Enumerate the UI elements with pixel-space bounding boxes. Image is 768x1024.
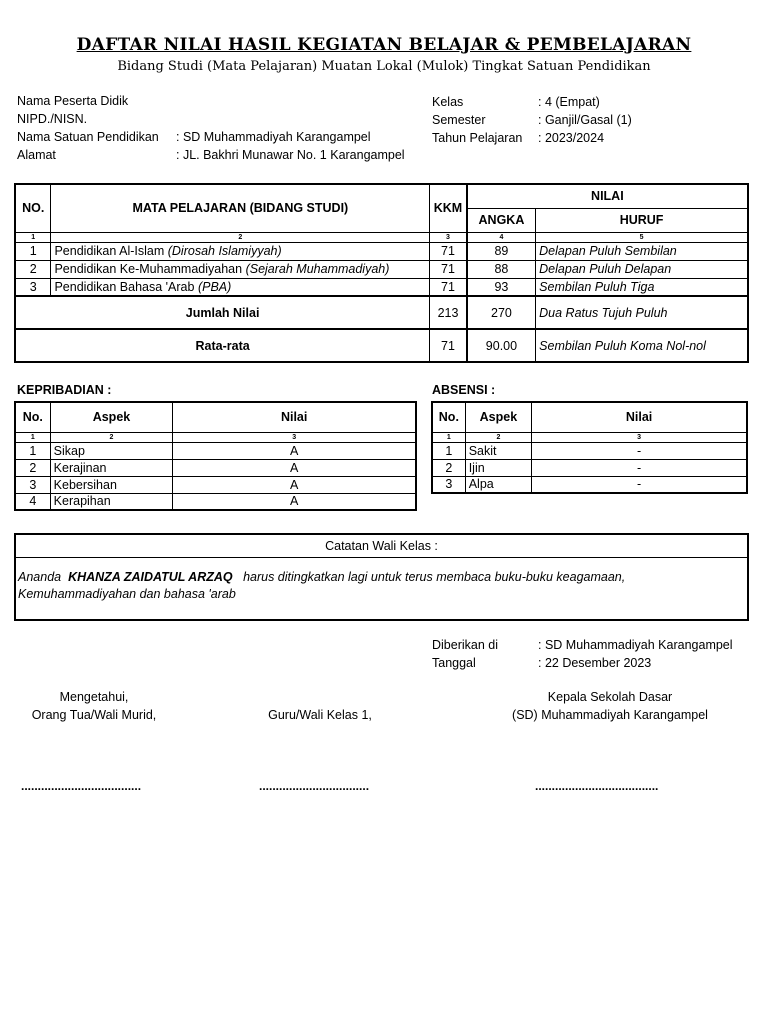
row-no: 3 — [432, 476, 465, 493]
row-huruf: Delapan Puluh Sembilan — [536, 242, 748, 260]
idx-cell: 1 — [15, 232, 51, 242]
avg-huruf: Sembilan Puluh Koma Nol-nol — [536, 329, 748, 362]
sig-teacher: Guru/Wali Kelas 1, — [268, 708, 372, 722]
note-line1: harus ditingkatkan lagi untuk terus membaca buku-buku keagamaan, — [243, 570, 626, 584]
label-class: Kelas — [432, 95, 464, 109]
page-subtitle: Bidang Studi (Mata Pelajaran) Muatan Lokal (Mulok) Tingkat Satuan Pendidikan — [117, 59, 651, 74]
row-subject — [51, 278, 430, 296]
label-issued-date: Tanggal — [432, 656, 476, 670]
table-row — [15, 459, 416, 476]
sig-line-teacher: ................................. — [259, 779, 370, 793]
row-no: 2 — [432, 459, 465, 476]
row-angka: 88 — [467, 260, 536, 278]
subject-name: Pendidikan Bahasa 'Arab — [54, 279, 195, 294]
label-issued-place: Diberikan di — [432, 638, 499, 652]
row-angka: 89 — [467, 242, 536, 260]
sig-line-parent: .................................... — [21, 779, 142, 793]
row-aspek: Sakit — [465, 442, 531, 459]
row-aspek: Alpa — [465, 476, 531, 493]
row-huruf: Sembilan Puluh Tiga — [536, 278, 748, 296]
sig-parent-line2: Orang Tua/Wali Murid, — [31, 708, 157, 722]
row-subject — [51, 260, 430, 278]
label-student-name: Nama Peserta Didik — [17, 94, 129, 108]
col-nilai: Nilai — [173, 402, 416, 432]
col-kkm: KKM — [430, 184, 467, 232]
col-angka: ANGKA — [467, 208, 536, 232]
row-no: 4 — [15, 493, 50, 510]
value-class: : 4 (Empat) — [538, 95, 600, 109]
idx-cell: 3 — [532, 432, 747, 442]
teacher-note-box — [14, 533, 749, 621]
col-nilai: Nilai — [532, 402, 747, 432]
avg-kkm: 71 — [430, 329, 467, 362]
total-label: Jumlah Nilai — [15, 296, 430, 329]
value-year: : 2023/2024 — [538, 131, 605, 145]
col-no: No. — [15, 402, 50, 432]
value-issued-place: : SD Muhammadiyah Karangampel — [538, 638, 733, 652]
table-row — [15, 278, 748, 296]
idx-cell: 1 — [15, 432, 50, 442]
page-title: DAFTAR NILAI HASIL KEGIATAN BELAJAR & PEMBELAJARAN — [76, 35, 692, 55]
row-nilai: - — [532, 442, 747, 459]
col-subject: MATA PELAJARAN (BIDANG STUDI) — [51, 184, 430, 232]
note-title: Catatan Wali Kelas : — [16, 535, 747, 558]
kepribadian-table — [14, 401, 417, 511]
absensi-title: ABSENSI : — [432, 383, 496, 397]
row-nilai: A — [173, 476, 416, 493]
table-row — [432, 476, 747, 493]
col-no: NO. — [15, 184, 51, 232]
note-line2: Kemuhammadiyahan dan bahasa 'arab — [18, 587, 236, 601]
idx-cell: 2 — [50, 432, 173, 442]
row-no: 2 — [15, 459, 50, 476]
idx-cell: 2 — [465, 432, 531, 442]
total-kkm: 213 — [430, 296, 467, 329]
value-semester: : Ganjil/Gasal (1) — [538, 113, 632, 127]
row-aspek: Kerajinan — [50, 459, 173, 476]
absensi-table — [431, 401, 748, 494]
row-kkm: 71 — [430, 278, 467, 296]
sig-head-line1: Kepala Sekolah Dasar — [547, 690, 673, 704]
row-huruf: Delapan Puluh Delapan — [536, 260, 748, 278]
avg-angka: 90.00 — [467, 329, 536, 362]
col-aspek: Aspek — [465, 402, 531, 432]
table-row — [15, 493, 416, 510]
sig-head-line2: (SD) Muhammadiyah Karangampel — [512, 708, 708, 722]
subject-name: Pendidikan Al-Islam — [54, 244, 165, 258]
idx-cell: 2 — [51, 232, 430, 242]
idx-cell: 5 — [536, 232, 748, 242]
label-nipd: NIPD./NISN. — [17, 112, 88, 126]
total-angka: 270 — [467, 296, 536, 329]
row-nilai: - — [532, 459, 747, 476]
col-huruf: HURUF — [536, 208, 748, 232]
col-nilai: NILAI — [467, 184, 748, 208]
row-no: 1 — [15, 442, 50, 459]
row-no: 3 — [15, 278, 51, 296]
subject-note: (PBA) — [197, 279, 232, 294]
col-no: No. — [432, 402, 465, 432]
idx-cell: 1 — [432, 432, 465, 442]
row-aspek: Kerapihan — [50, 493, 173, 510]
table-row — [432, 459, 747, 476]
note-prefix: Ananda — [18, 570, 62, 584]
idx-cell: 3 — [173, 432, 416, 442]
table-row — [15, 476, 416, 493]
row-no: 1 — [15, 242, 51, 260]
avg-label: Rata-rata — [15, 329, 430, 362]
label-year: Tahun Pelajaran — [432, 131, 523, 145]
col-aspek: Aspek — [50, 402, 173, 432]
value-school: : SD Muhammadiyah Karangampel — [176, 130, 371, 144]
idx-cell: 4 — [467, 232, 536, 242]
label-school: Nama Satuan Pendidikan — [17, 130, 159, 144]
subject-name: Pendidikan Ke-Muhammadiyahan — [54, 262, 243, 276]
value-issued-date: : 22 Desember 2023 — [538, 656, 652, 670]
label-semester: Semester — [432, 113, 486, 127]
row-nilai: A — [173, 442, 416, 459]
row-kkm: 71 — [430, 242, 467, 260]
label-address: Alamat — [17, 148, 56, 162]
row-kkm: 71 — [430, 260, 467, 278]
sig-line-head: ..................................... — [535, 779, 659, 793]
subject-note: (Dirosah Islamiyyah) — [167, 244, 282, 258]
row-angka: 93 — [467, 278, 536, 296]
total-row — [15, 296, 748, 329]
sig-parent-line1: Mengetahui, — [59, 690, 129, 704]
row-nilai: A — [173, 459, 416, 476]
subject-note: (Sejarah Muhammadiyah) — [245, 262, 390, 276]
note-body — [16, 558, 747, 603]
row-aspek: Sikap — [50, 442, 173, 459]
row-no: 3 — [15, 476, 50, 493]
row-aspek: Ijin — [465, 459, 531, 476]
table-row — [15, 242, 748, 260]
note-student-name: KHANZA ZAIDATUL ARZAQ — [68, 570, 233, 584]
row-no: 2 — [15, 260, 51, 278]
row-nilai: A — [173, 493, 416, 510]
row-aspek: Kebersihan — [50, 476, 173, 493]
row-no: 1 — [432, 442, 465, 459]
row-nilai: - — [532, 476, 747, 493]
table-row — [432, 442, 747, 459]
average-row — [15, 329, 748, 362]
grades-table — [14, 183, 749, 363]
table-row — [15, 260, 748, 278]
table-row — [15, 442, 416, 459]
idx-cell: 3 — [430, 232, 467, 242]
kepribadian-title: KEPRIBADIAN : — [17, 383, 112, 397]
value-address: : JL. Bakhri Munawar No. 1 Karangampel — [176, 148, 405, 162]
total-huruf: Dua Ratus Tujuh Puluh — [536, 296, 748, 329]
row-subject — [51, 242, 430, 260]
